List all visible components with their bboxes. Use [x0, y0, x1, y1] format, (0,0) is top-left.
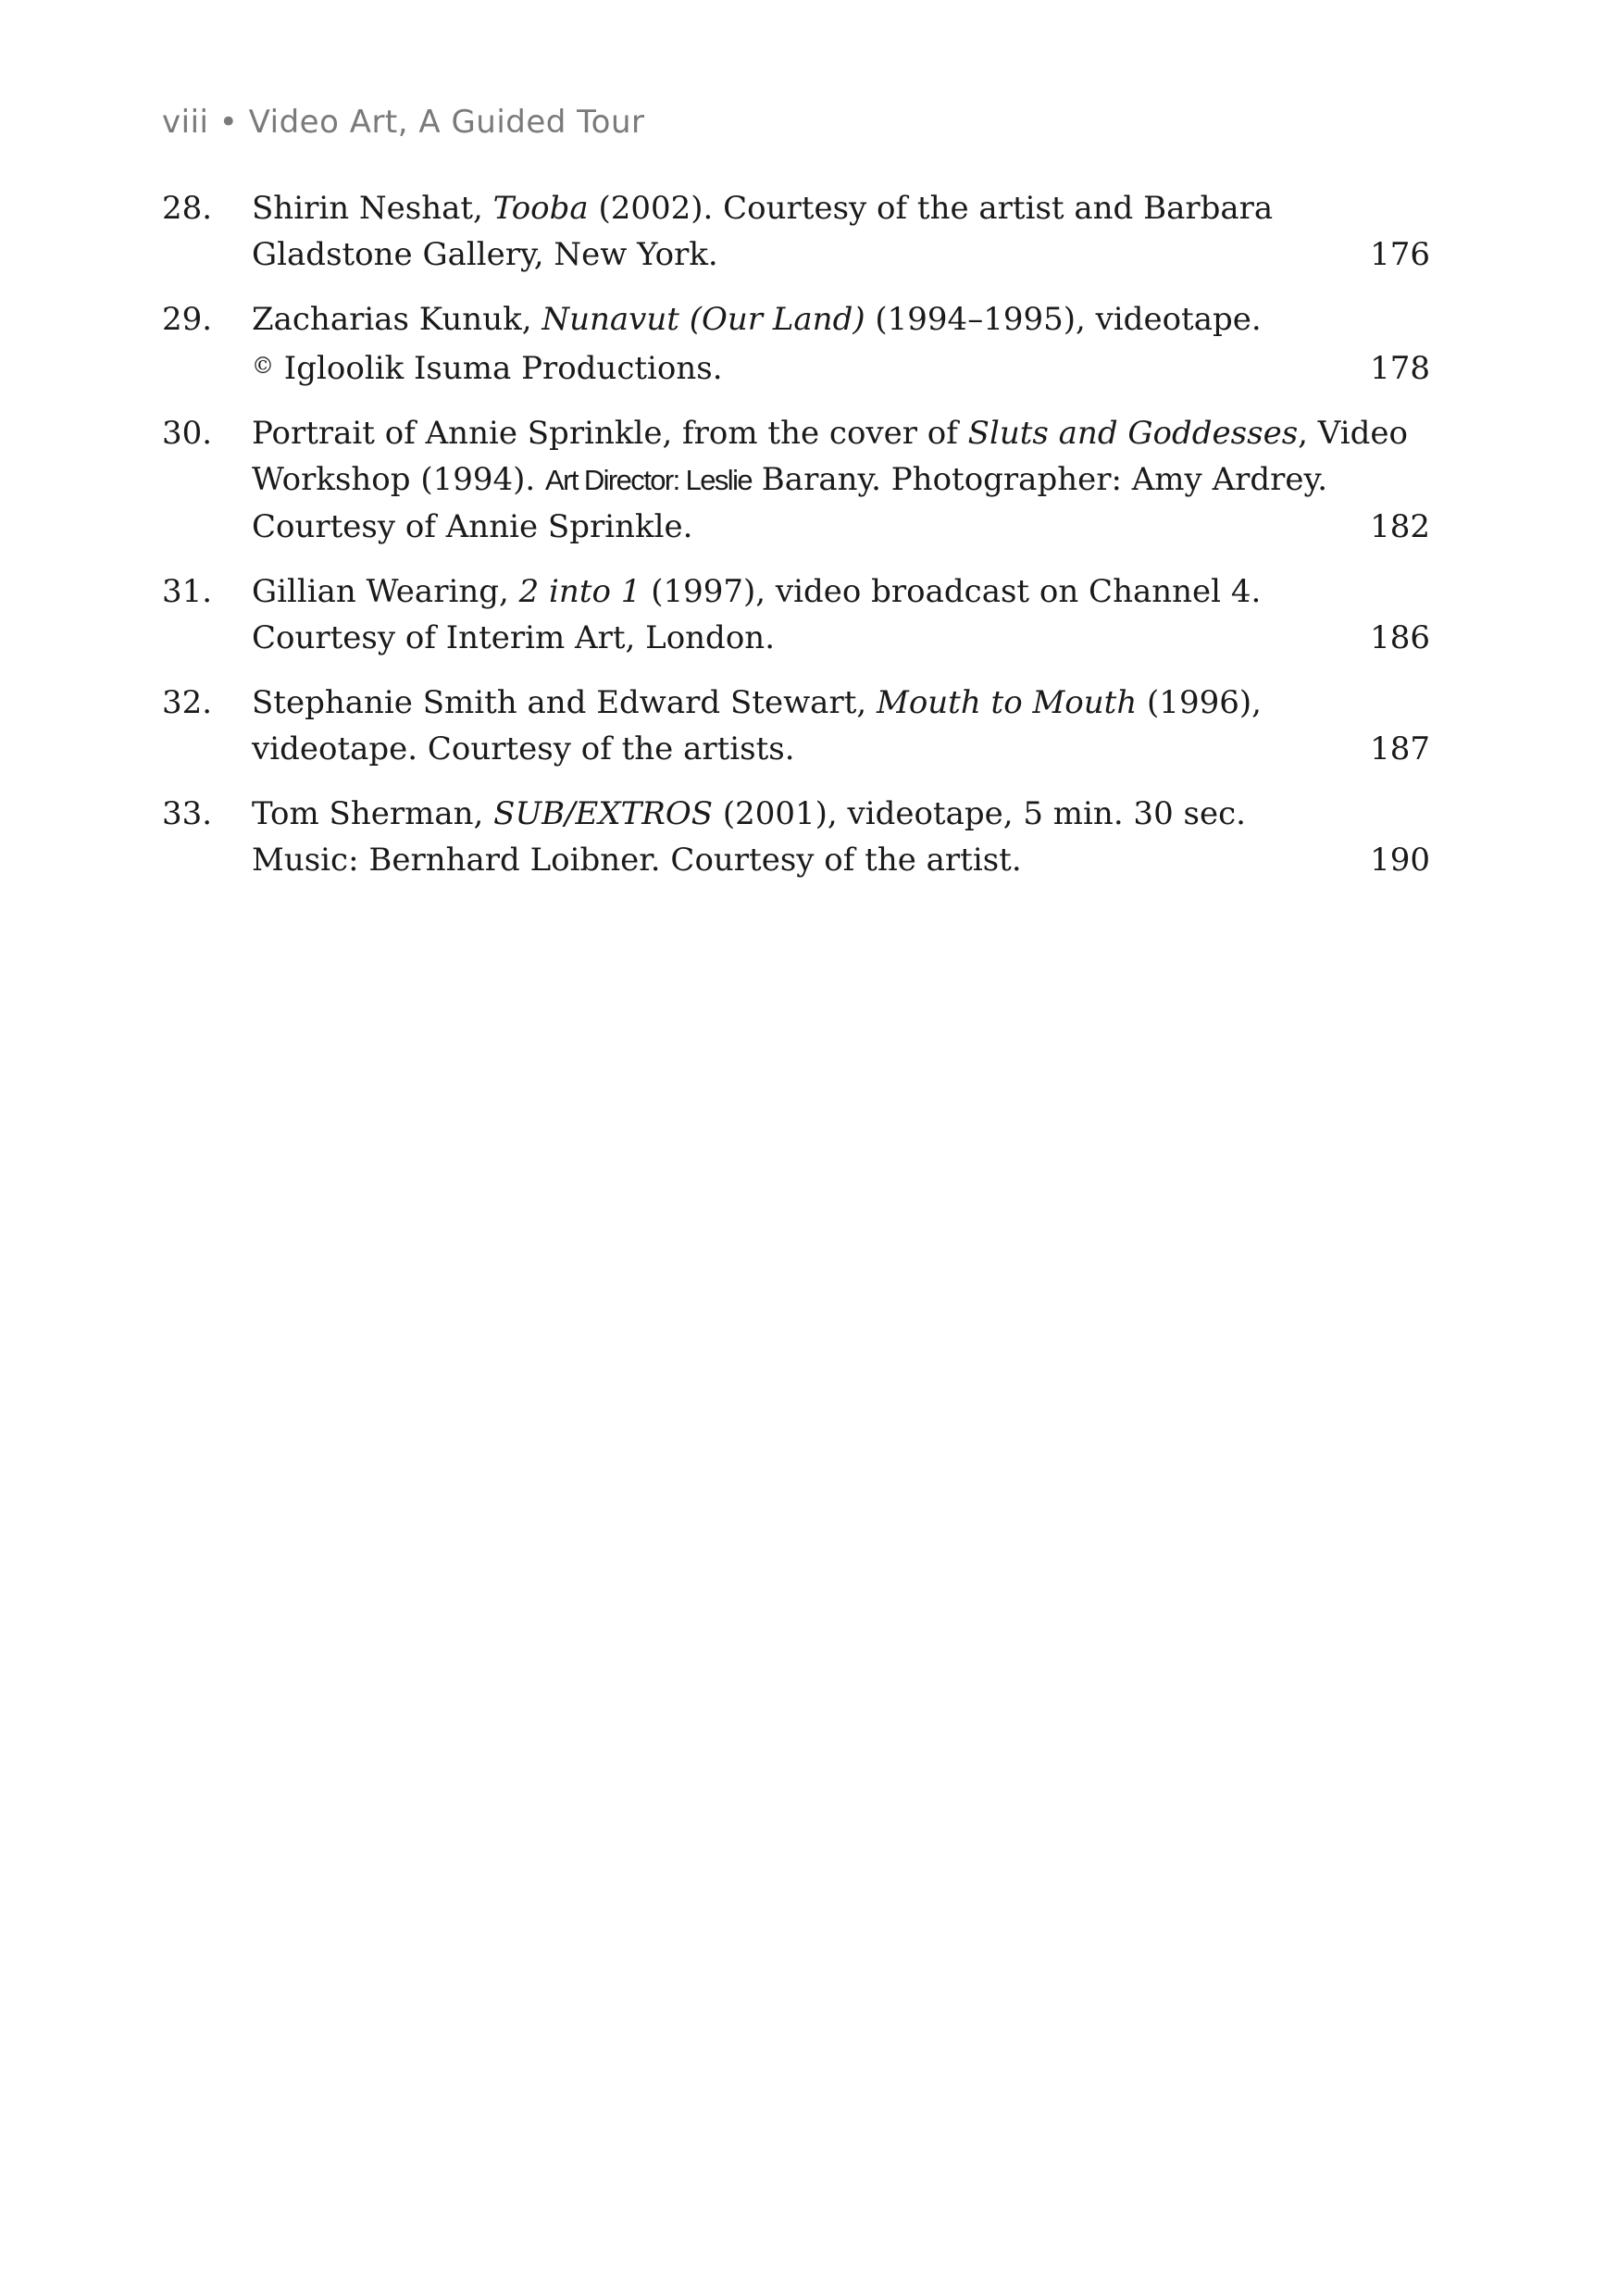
- entry-number: 30.: [162, 415, 213, 452]
- entry-line: [162, 456, 1430, 504]
- entry-line: [162, 504, 1430, 550]
- entry-text: Zacharias Kunuk,: [252, 301, 542, 338]
- work-title: Nunavut (Our Land): [541, 301, 865, 338]
- page-number: 187: [1370, 730, 1430, 767]
- entry-text: Tom Sherman,: [252, 795, 494, 832]
- entry-text: Stephanie Smith and Edward Stewart,: [252, 684, 877, 721]
- work-title: Tooba: [492, 190, 589, 227]
- work-title: Mouth to Mouth: [877, 684, 1138, 721]
- entry-line: [162, 680, 1430, 726]
- list-item: [162, 568, 1430, 661]
- entry-text: Shirin Neshat,: [252, 190, 493, 227]
- entry-text: Courtesy of Interim Art, London.: [252, 619, 776, 656]
- illustration-list: [162, 185, 1430, 902]
- running-head: viii • Video Art, A Guided Tour: [162, 104, 645, 141]
- entry-text: (1996),: [1137, 684, 1262, 721]
- entry-line: [162, 185, 1430, 231]
- entry-line: [162, 296, 1430, 343]
- entry-text: (1997), video broadcast on Channel 4.: [641, 573, 1262, 610]
- entry-line: [162, 791, 1430, 837]
- page-number: 178: [1370, 350, 1430, 387]
- entry-text: , Video: [1298, 415, 1408, 452]
- entry-text: Portrait of Annie Sprinkle, from the cover of: [252, 415, 968, 452]
- entry-line: [162, 837, 1430, 883]
- entry-text: videotape. Courtesy of the artists.: [252, 730, 795, 767]
- entry-line: [162, 231, 1430, 278]
- entry-text: Gladstone Gallery, New York.: [252, 236, 718, 273]
- entry-text: (2002). Courtesy of the artist and Barbara: [588, 190, 1274, 227]
- entry-text: Music: Bernhard Loibner. Courtesy of the artist.: [252, 842, 1022, 879]
- entry-number: 29.: [162, 301, 213, 338]
- copyright-symbol: ©: [252, 353, 274, 379]
- entry-text: Barany. Photographer: Amy Ardrey.: [752, 461, 1328, 498]
- entry-number: 33.: [162, 795, 213, 832]
- entry-text: Workshop (1994).: [252, 461, 546, 498]
- list-item: [162, 296, 1430, 392]
- work-title: Sluts and Goddesses: [967, 415, 1299, 452]
- page-number: 182: [1370, 508, 1430, 545]
- entry-text: Gillian Wearing,: [252, 573, 519, 610]
- entry-text: Igloolik Isuma Productions.: [274, 350, 723, 387]
- list-item: [162, 680, 1430, 772]
- entry-line: [162, 343, 1430, 392]
- entry-number: 31.: [162, 573, 213, 610]
- entry-text: Courtesy of Annie Sprinkle.: [252, 508, 693, 545]
- entry-text: (2001), videotape, 5 min. 30 sec.: [713, 795, 1246, 832]
- entry-number: 32.: [162, 684, 213, 721]
- work-title: 2 into 1: [518, 573, 641, 610]
- entry-number: 28.: [162, 190, 213, 227]
- entry-line: [162, 726, 1430, 772]
- list-item: [162, 185, 1430, 278]
- page-number: 190: [1370, 842, 1430, 879]
- entry-line: [162, 615, 1430, 661]
- page-number: 176: [1370, 236, 1430, 273]
- entry-text-condensed: Art Director: Leslie: [545, 464, 752, 496]
- entry-line: [162, 568, 1430, 615]
- list-item: [162, 791, 1430, 883]
- work-title: SUB/EXTROS: [493, 795, 714, 832]
- entry-line: [162, 410, 1430, 456]
- page-number: 186: [1370, 619, 1430, 656]
- list-item: [162, 410, 1430, 550]
- entry-text: (1994–1995), videotape.: [865, 301, 1262, 338]
